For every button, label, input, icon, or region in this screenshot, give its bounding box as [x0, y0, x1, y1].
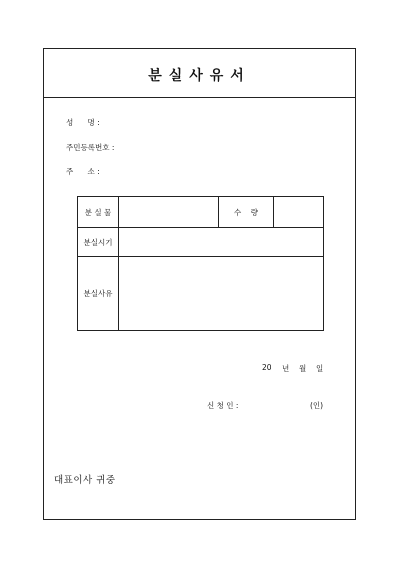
date-day: 일 — [316, 364, 324, 373]
date-year: 년 — [282, 364, 290, 373]
quantity-value — [274, 197, 324, 227]
lost-time-label: 분실시기 — [83, 238, 113, 247]
date-month: 월 — [299, 364, 307, 373]
applicant-seal: (인) — [310, 401, 324, 410]
document-title: 분실사유서 — [148, 68, 251, 84]
rrn-field — [66, 142, 114, 153]
lost-reason-value — [119, 257, 324, 331]
quantity-label: 수 량 — [233, 208, 259, 217]
name-label: 성 명 : — [66, 118, 100, 127]
lost-item-table — [77, 196, 324, 331]
document-frame — [43, 48, 356, 520]
lost-item-label: 분 실 물 — [84, 208, 112, 217]
addressee: 대표이사 귀중 — [54, 475, 116, 486]
applicant-label: 신 청 인 : — [207, 401, 239, 410]
lost-reason-label: 분실사유 — [83, 289, 113, 298]
name-field — [66, 117, 100, 128]
lost-item-value — [119, 197, 218, 227]
rrn-label: 주민등록번호 : — [66, 143, 115, 152]
lost-time-value — [119, 228, 324, 256]
date-prefix: 20 — [262, 363, 272, 372]
address-label: 주 소 : — [66, 167, 100, 176]
title-bar — [44, 49, 355, 98]
address-field — [66, 166, 100, 177]
